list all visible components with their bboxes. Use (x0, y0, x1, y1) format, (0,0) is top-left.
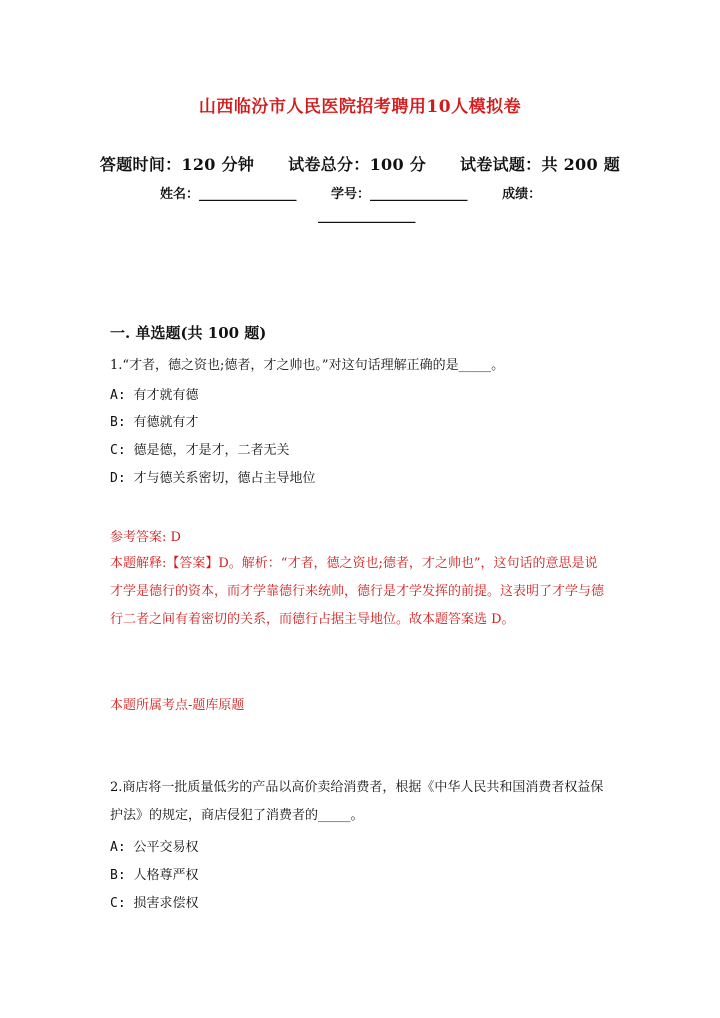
question-2-option-c (110, 894, 199, 914)
question-1-answer: 参考答案: D (110, 530, 181, 545)
question-1-option-c (110, 441, 290, 461)
question-2-option-a (110, 838, 199, 858)
question-1-explanation: 本题解释:【答案】D。解析：“才者，德之资也;德者，才之帅也”，这句话的意思是说才学是德行的资本，而才学靠德行来统帅，德行是才学发挥的前提。这表明了才学与德行二者之间有着密切的关系，而德行占据主导地位。故本题答案选 D。 (110, 556, 605, 627)
option-key: B: (110, 415, 134, 430)
student-fields (160, 184, 600, 228)
section-title: 一. 单选题(共 100 题) (110, 324, 267, 342)
question-1-option-b (110, 413, 199, 433)
exam-score: 试卷总分：100 分 (288, 155, 427, 174)
question-2-stem: 2.商店将一批质量低劣的产品以高价卖给消费者，根据《中华人民共和国消费者权益保护法》的规定，商店侵犯了消费者的_____。 (110, 780, 604, 823)
grade-blank: _______________ (318, 209, 416, 224)
exam-info (0, 152, 720, 175)
option-text: 有才就有德 (133, 388, 199, 403)
document-title: 山西临汾市人民医院招考聘用10人模拟卷 (198, 97, 522, 117)
option-key: A: (110, 840, 134, 855)
grade-field: 成绩： (502, 187, 542, 202)
name-field: 姓名：_______________ (160, 187, 297, 202)
option-text: 德是德，才是才，二者无关 (133, 443, 290, 458)
exam-time: 答题时间：120 分钟 (99, 155, 255, 174)
option-key: C: (110, 443, 134, 458)
option-key: D: (110, 471, 134, 486)
option-key: A: (110, 388, 134, 403)
option-text: 才与德关系密切，德占主导地位 (133, 471, 316, 486)
question-1-option-d (110, 469, 316, 489)
option-text: 人格尊严权 (133, 868, 199, 883)
option-text: 损害求偿权 (133, 896, 199, 911)
question-1-stem: 1.“才者，德之资也;德者，才之帅也。”对这句话理解正确的是_____。 (110, 358, 505, 373)
option-key: C: (110, 896, 134, 911)
option-text: 有德就有才 (133, 415, 199, 430)
student-id-field: 学号：_______________ (331, 187, 468, 202)
question-1-option-a (110, 386, 199, 406)
option-key: B: (110, 868, 134, 883)
exam-question-count: 试卷试题：共 200 题 (459, 155, 621, 174)
question-1-knowledge-point: 本题所属考点-题库原题 (110, 698, 245, 713)
question-2-option-b (110, 866, 199, 886)
option-text: 公平交易权 (133, 840, 199, 855)
